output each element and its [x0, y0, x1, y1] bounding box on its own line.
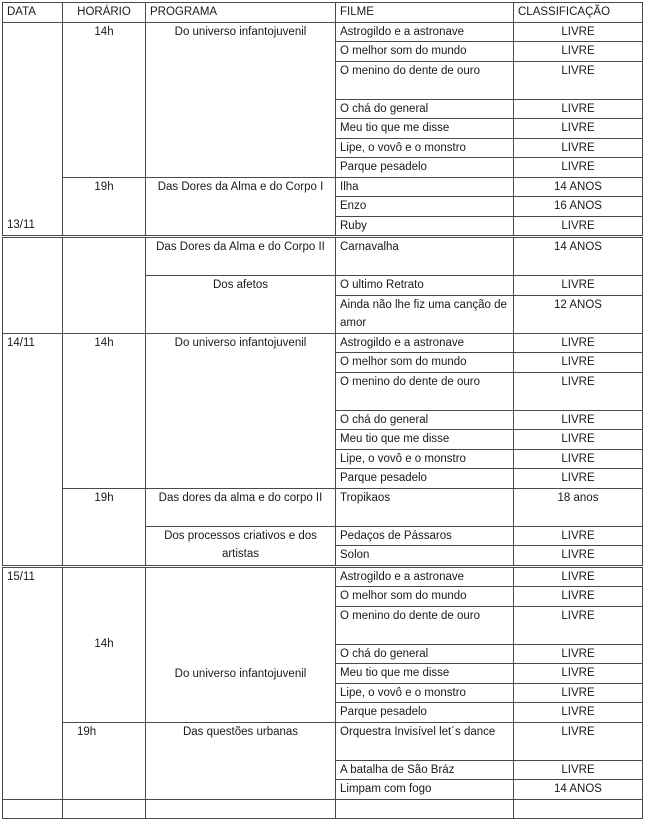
rating-cell: LIVRE — [514, 703, 643, 723]
time-cell: 14h — [63, 333, 146, 488]
rating-cell: 18 anos — [514, 488, 643, 526]
empty-cell — [3, 799, 63, 818]
rating-cell: LIVRE — [514, 119, 643, 139]
rating-cell: LIVRE — [514, 644, 643, 664]
header-row — [3, 3, 643, 23]
schedule-body — [3, 22, 643, 818]
rating-cell: LIVRE — [514, 99, 643, 119]
film-title: Parque pesadelo — [336, 158, 514, 178]
time-cell: 19h — [63, 177, 146, 237]
time-cell — [63, 237, 146, 334]
time-cell: 19h — [63, 722, 146, 799]
film-title: Solon — [336, 546, 514, 567]
film-title: O melhor som do mundo — [336, 587, 514, 607]
program-cell — [146, 526, 336, 566]
rating-cell: LIVRE — [514, 664, 643, 684]
rating-cell: LIVRE — [514, 333, 643, 353]
film-title: Meu tio que me disse — [336, 119, 514, 139]
date-cell — [3, 237, 63, 334]
film-title: Ilha — [336, 177, 514, 197]
program-cell — [146, 566, 336, 722]
date-cell: 13/11 — [3, 22, 63, 237]
rating-cell: LIVRE — [514, 469, 643, 489]
rating-cell: LIVRE — [514, 410, 643, 430]
time-cell: 19h — [63, 488, 146, 566]
program-cell — [146, 177, 336, 237]
film-title: Enzo — [336, 197, 514, 217]
rating-cell: 12 ANOS — [514, 295, 643, 333]
header-classificacao: CLASSIFICAÇÃO — [514, 3, 643, 23]
film-title: Parque pesadelo — [336, 703, 514, 723]
program-name: Das Dores da Alma e do Corpo II — [156, 241, 325, 253]
header-horario: HORÁRIO — [63, 3, 146, 23]
date-cell: 14/11 — [3, 333, 63, 566]
empty-cell — [146, 799, 336, 818]
rating-cell: LIVRE — [514, 158, 643, 178]
rating-cell: 16 ANOS — [514, 197, 643, 217]
rating-cell: LIVRE — [514, 372, 643, 410]
rating-cell: LIVRE — [514, 138, 643, 158]
film-title: Astrogildo e a astronave — [336, 22, 514, 42]
rating-cell: 14 ANOS — [514, 237, 643, 276]
film-title: Astrogildo e a astronave — [336, 333, 514, 353]
rating-cell: LIVRE — [514, 353, 643, 373]
film-title: Meu tio que me disse — [336, 664, 514, 684]
rating-cell: LIVRE — [514, 526, 643, 546]
film-title: O melhor som do mundo — [336, 353, 514, 373]
film-title: O chá do general — [336, 410, 514, 430]
film-title: Pedaços de Pássaros — [336, 526, 514, 546]
program-name: Dos processos criativos e dos artistas — [164, 529, 317, 560]
empty-cell — [514, 799, 643, 818]
film-title: Ruby — [336, 216, 514, 237]
program-name: Dos afetos — [213, 279, 268, 291]
empty-cell — [336, 799, 514, 818]
film-title: O melhor som do mundo — [336, 42, 514, 62]
date-cell: 15/11 — [3, 566, 63, 799]
program-name: Das Dores da Alma e do Corpo I — [157, 180, 324, 193]
film-title: O chá do general — [336, 99, 514, 119]
rating-cell: LIVRE — [514, 606, 643, 644]
film-title: O menino do dente de ouro — [336, 61, 514, 99]
film-title: O menino do dente de ouro — [336, 372, 514, 410]
rating-cell: LIVRE — [514, 566, 643, 587]
program-name: Do universo infantojuvenil — [174, 336, 307, 349]
rating-cell: LIVRE — [514, 760, 643, 780]
film-title: Lipe, o vovô e o monstro — [336, 683, 514, 703]
header-filme: FILME — [336, 3, 514, 23]
film-title: Limpam com fogo — [336, 780, 514, 800]
rating-cell: LIVRE — [514, 430, 643, 450]
rating-cell: 14 ANOS — [514, 780, 643, 800]
table-row — [3, 488, 643, 526]
film-title: Meu tio que me disse — [336, 430, 514, 450]
program-cell — [146, 333, 336, 488]
program-cell — [146, 722, 336, 799]
program-cell — [146, 22, 336, 177]
table-row — [3, 566, 643, 587]
program-name: Do universo infantojuvenil — [174, 668, 307, 680]
program-name: Das questões urbanas — [182, 725, 299, 738]
film-title: Orquestra Invisível let´s dance — [336, 722, 514, 760]
rating-cell: LIVRE — [514, 587, 643, 607]
table-row — [3, 237, 643, 276]
film-title: O menino do dente de ouro — [336, 606, 514, 644]
program-cell — [146, 237, 336, 276]
film-title: O chá do general — [336, 644, 514, 664]
rating-cell: 14 ANOS — [514, 177, 643, 197]
film-title: Astrogildo e a astronave — [336, 566, 514, 587]
film-title: A batalha de São Bráz — [336, 760, 514, 780]
film-title: Lipe, o vovô e o monstro — [336, 138, 514, 158]
table-row — [3, 177, 643, 197]
rating-cell: LIVRE — [514, 449, 643, 469]
program-name: Do universo infantojuvenil — [174, 25, 307, 38]
rating-cell: LIVRE — [514, 42, 643, 62]
rating-cell: LIVRE — [514, 61, 643, 99]
empty-row — [3, 799, 643, 818]
film-title: Parque pesadelo — [336, 469, 514, 489]
time-cell: 14h — [63, 566, 146, 722]
rating-cell: LIVRE — [514, 22, 643, 42]
rating-cell: LIVRE — [514, 722, 643, 760]
header-programa: PROGRAMA — [146, 3, 336, 23]
film-title: Tropikaos — [336, 488, 514, 526]
table-row — [3, 22, 643, 42]
film-title: Carnavalha — [336, 237, 514, 276]
table-row — [3, 333, 643, 353]
rating-cell: LIVRE — [514, 546, 643, 567]
film-title: O ultimo Retrato — [336, 276, 514, 296]
program-name: Das dores da alma e do corpo II — [158, 491, 323, 504]
rating-cell: LIVRE — [514, 276, 643, 296]
film-title: Lipe, o vovô e o monstro — [336, 449, 514, 469]
rating-cell: LIVRE — [514, 216, 643, 237]
empty-cell — [63, 799, 146, 818]
film-title: Ainda não lhe fiz uma canção de amor — [336, 295, 514, 333]
time-cell: 14h — [63, 22, 146, 177]
program-cell — [146, 276, 336, 334]
rating-cell: LIVRE — [514, 683, 643, 703]
header-data: DATA — [3, 3, 63, 23]
table-row — [3, 722, 643, 760]
schedule-table — [2, 2, 643, 819]
program-cell — [146, 488, 336, 526]
